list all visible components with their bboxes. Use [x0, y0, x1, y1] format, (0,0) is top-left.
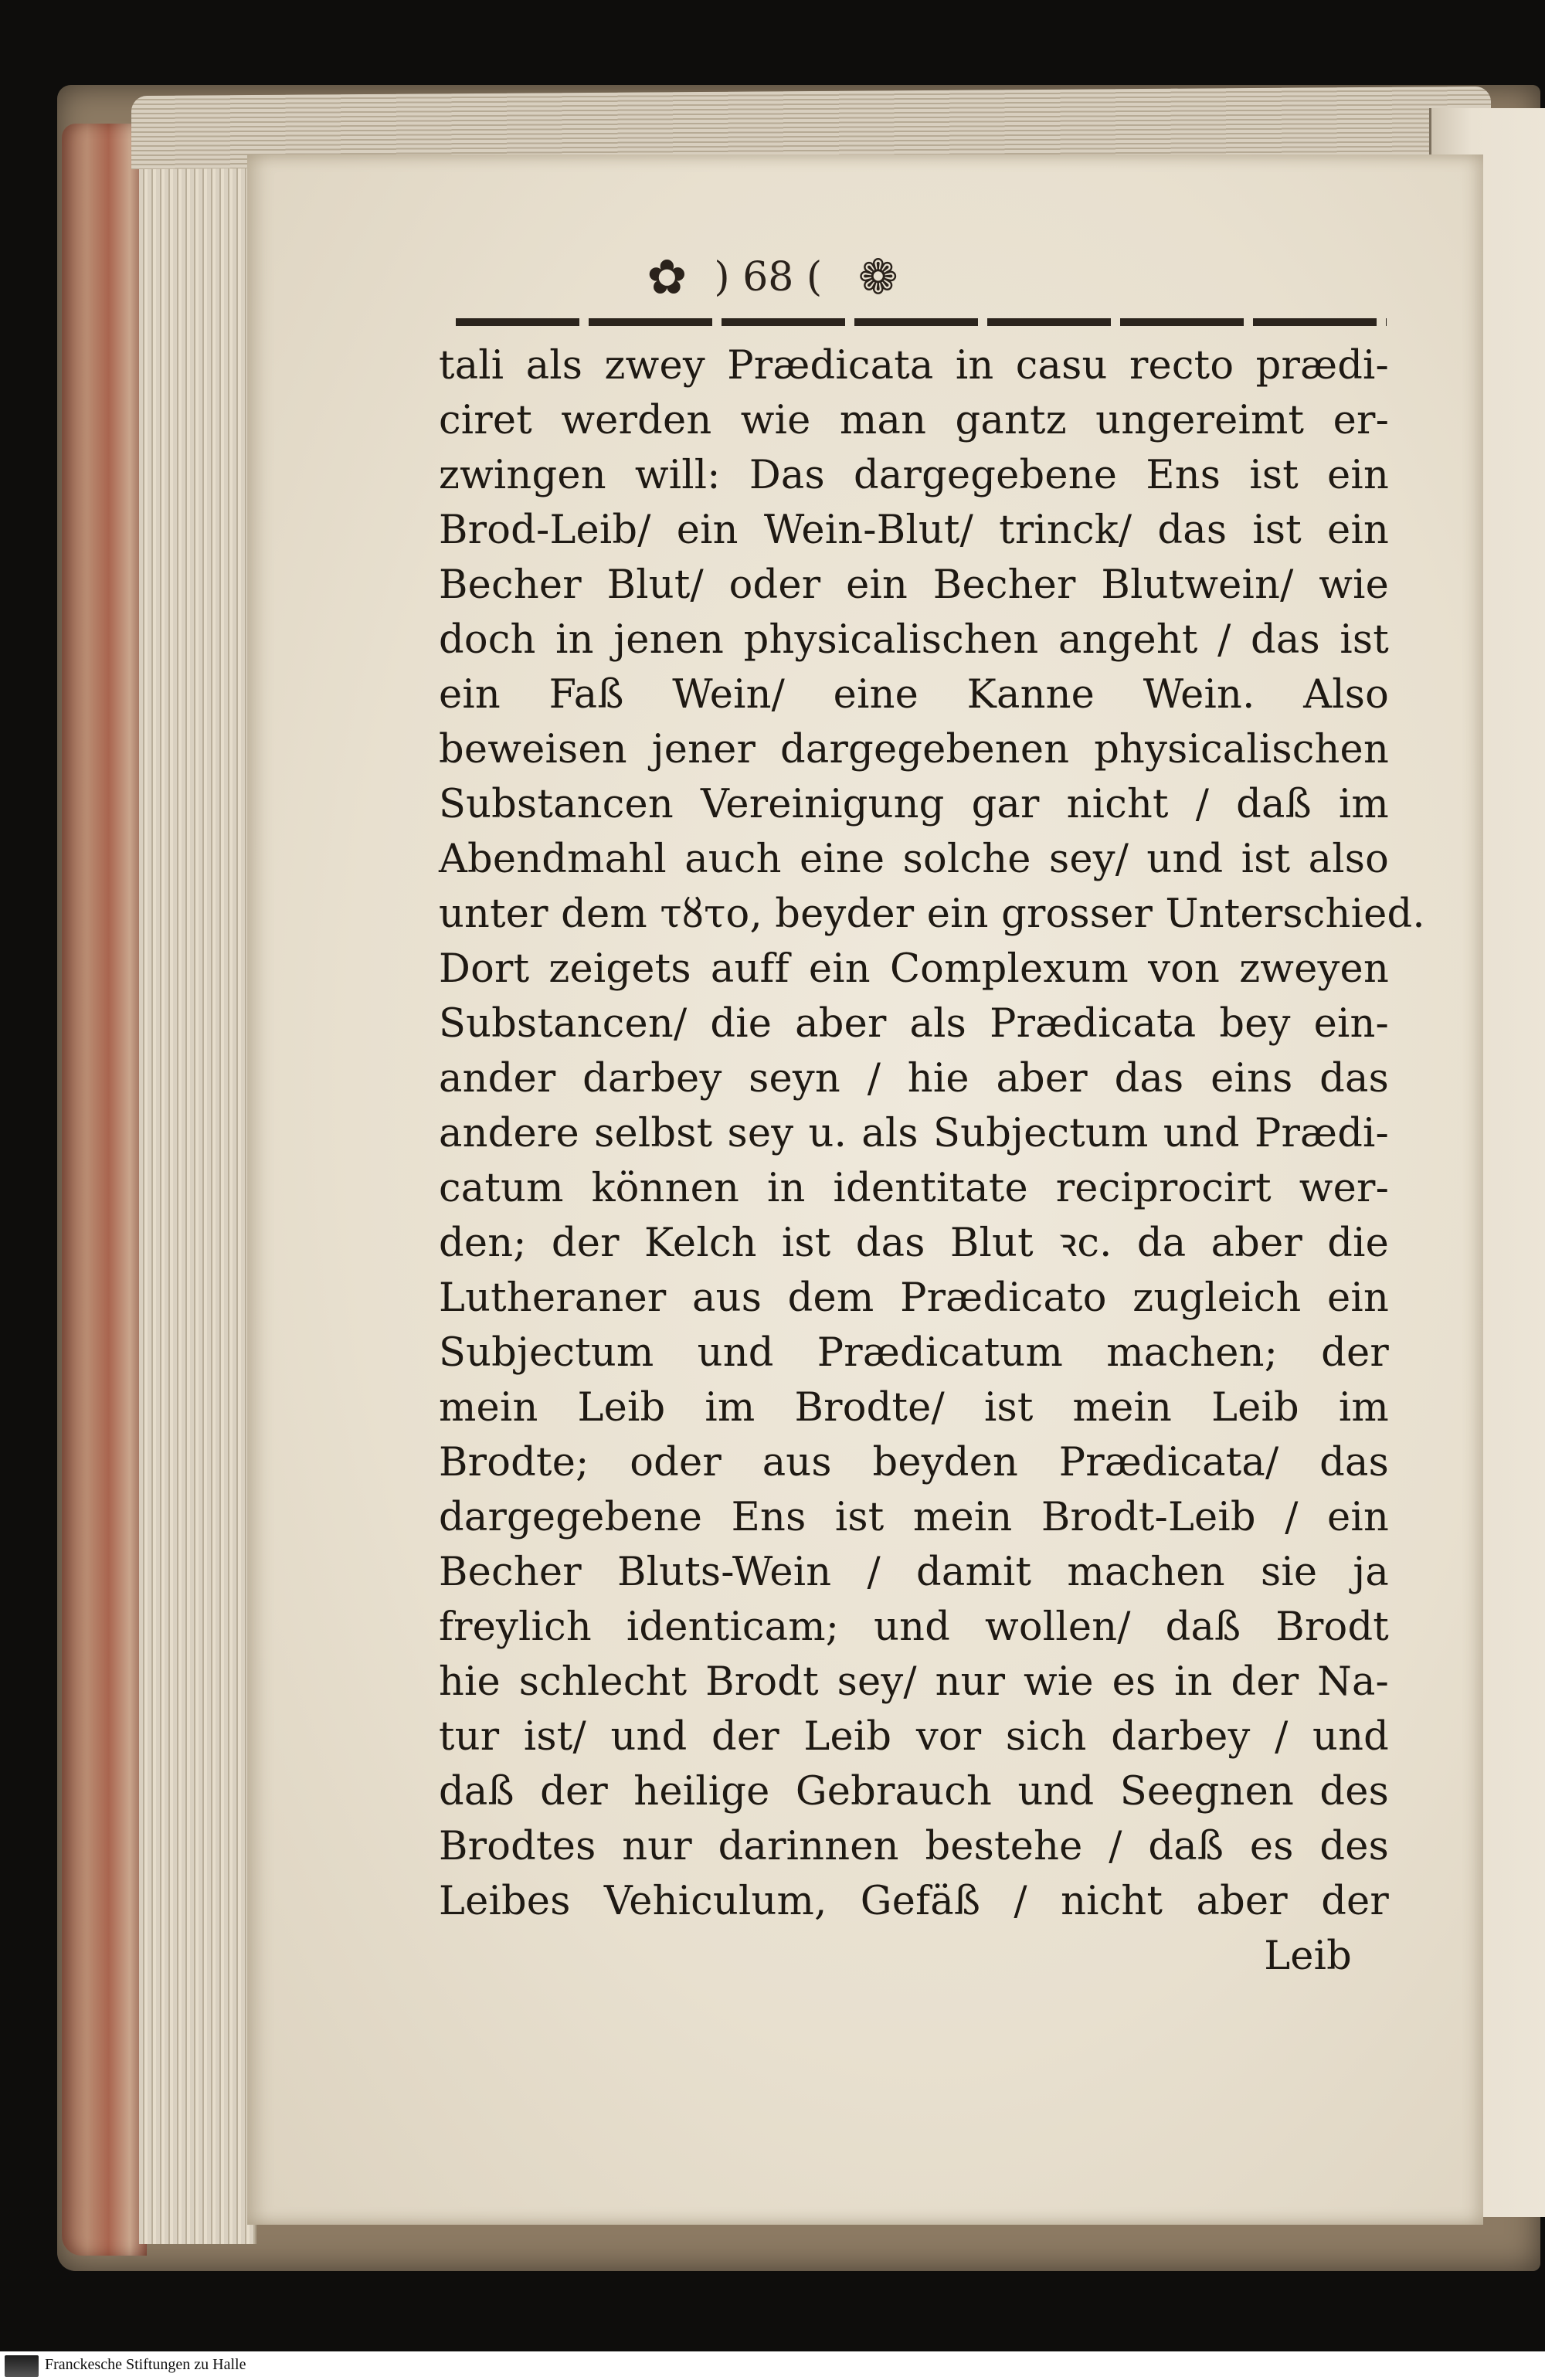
flower-ornament-icon-right: ❁ [857, 249, 898, 305]
page-number-group [714, 254, 834, 300]
text-line: Brodte; oder aus beyden Prædicata/ das [439, 1440, 1389, 1485]
text-line: zwingen will: Das dargegebene Ens ist ein [439, 453, 1389, 498]
text-line: Abendmahl auch eine solche sey/ und ist also [439, 837, 1389, 882]
page-number: 68 [742, 253, 794, 300]
text-line: dargegebene Ens ist mein Brodt-Leib / ein [439, 1495, 1389, 1540]
flower-ornament-icon: ✿ [647, 249, 688, 305]
text-line: daß der heilige Gebrauch und Seegnen des [439, 1769, 1389, 1815]
text-line: catum können in identitate reciprocirt wer- [439, 1166, 1389, 1211]
text-line: Brod-Leib/ ein Wein-Blut/ trinck/ das ist ein [439, 508, 1389, 553]
text-line: doch in jenen physicalischen angeht / das ist [439, 617, 1389, 663]
text-line: ein Faß Wein/ eine Kanne Wein. Also [439, 672, 1389, 718]
text-line: Leibes Vehiculum, Gefäß / nicht aber der [439, 1879, 1389, 1924]
paren-right: ( [806, 253, 823, 300]
body-text [439, 338, 1425, 1984]
text-line: Subjectum und Prædicatum machen; der [439, 1330, 1389, 1376]
text-line: Dort zeigets auff ein Complexum von zweyen [439, 946, 1389, 992]
text-line: mein Leib im Brodte/ ist mein Leib im [439, 1385, 1389, 1431]
text-line: ander darbey seyn / hie aber das eins das [439, 1056, 1389, 1102]
text-line: hie schlecht Brodt sey/ nur wie es in der Na- [439, 1659, 1389, 1705]
footer-institution: Franckesche Stiftungen zu Halle [45, 2356, 246, 2373]
text-line: den; der Kelch ist das Blut ꝛc. da aber die [439, 1221, 1389, 1266]
text-line: beweisen jener dargegebenen physicalischen [439, 727, 1389, 772]
text-line: unter dem τȣτο, beyder ein grosser Unterschied. [439, 891, 1425, 937]
running-head [0, 249, 1545, 305]
book-edge-red [62, 124, 147, 2256]
text-line: ciret werden wie man gantz ungereimt er- [439, 398, 1389, 443]
text-line: tali als zwey Prædicata in casu recto prædi- [439, 343, 1389, 389]
page-stack-edge [139, 127, 256, 2244]
text-line: Becher Bluts-Wein / damit machen sie ja [439, 1550, 1389, 1595]
text-line: freylich identicam; und wollen/ daß Brodt [439, 1604, 1389, 1650]
text-line: Becher Blut/ oder ein Becher Blutwein/ wie [439, 562, 1389, 608]
text-line: Substancen Vereinigung gar nicht / daß im [439, 782, 1389, 827]
catchword: Leib [1264, 1934, 1352, 1979]
text-line: Brodtes nur darinnen bestehe / daß es des [439, 1824, 1389, 1869]
text-line: tur ist/ und der Leib vor sich darbey / und [439, 1714, 1389, 1760]
text-line: Substancen/ die aber als Prædicata bey ein- [439, 1001, 1389, 1047]
header-rule [456, 318, 1387, 326]
text-line: Lutheraner aus dem Prædicato zugleich ein [439, 1275, 1389, 1321]
text-line: andere selbst sey u. als Subjectum und Prædi- [439, 1111, 1389, 1156]
institution-logo-icon [5, 2355, 39, 2377]
paren-left: ) [714, 253, 730, 300]
